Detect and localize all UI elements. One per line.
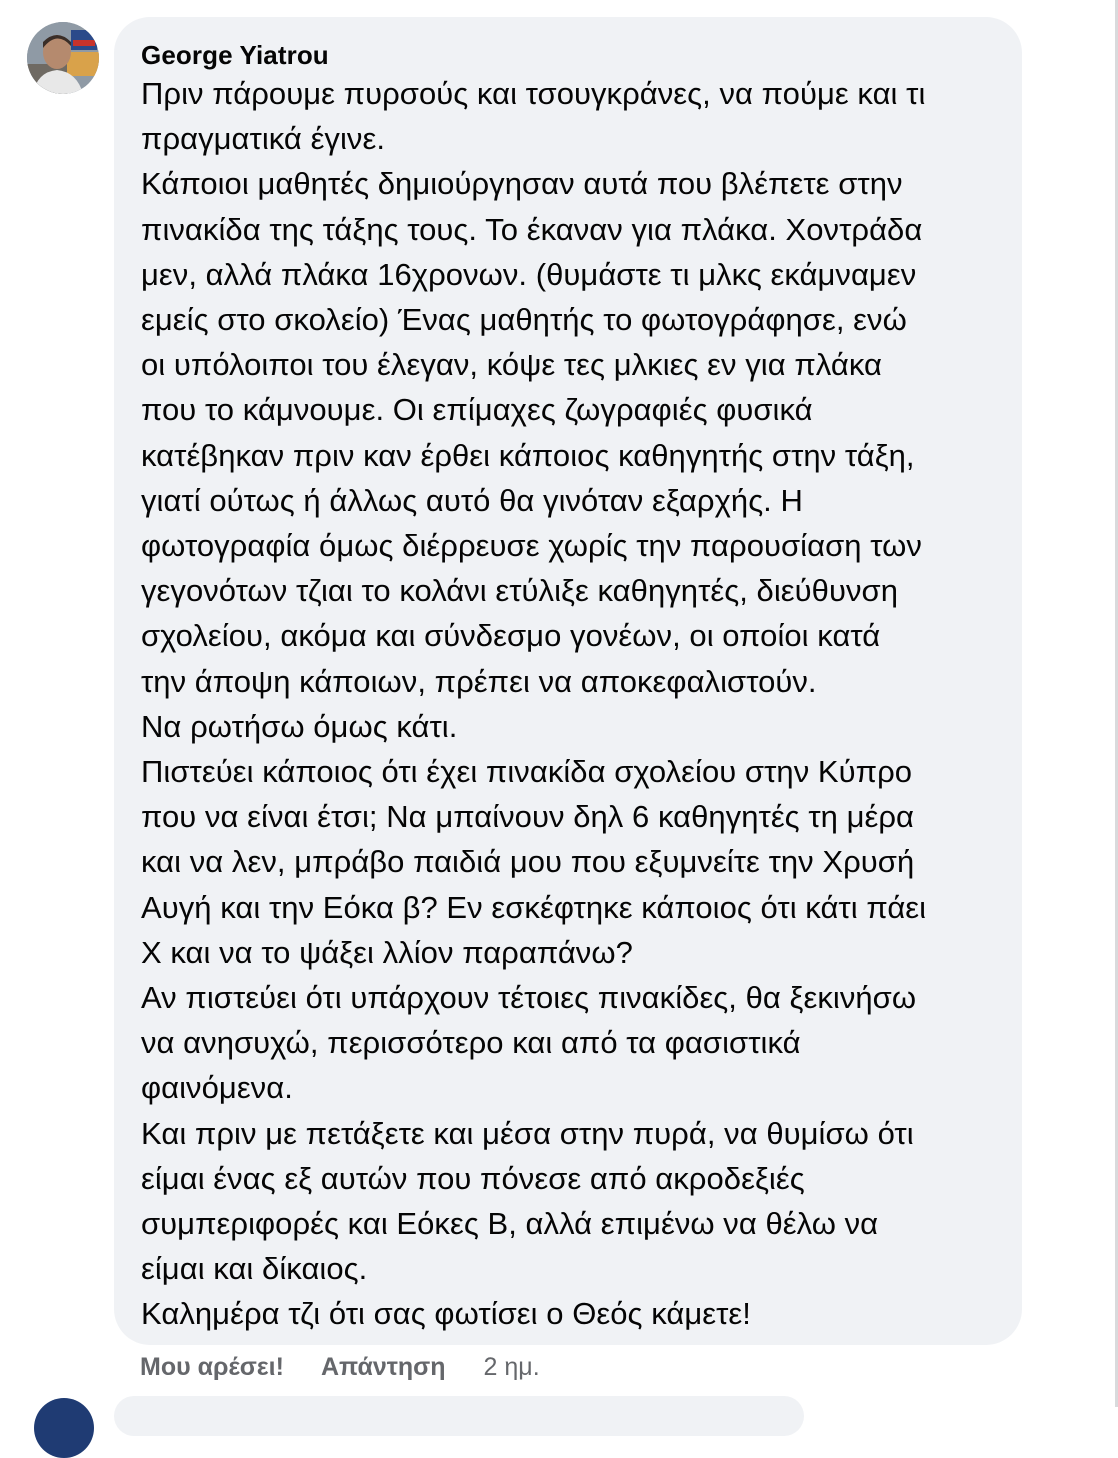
reply-button[interactable]: Απάντηση bbox=[320, 1352, 446, 1381]
comment-line: γιατί ούτως ή άλλως αυτό θα γινόταν εξαρχής. Η bbox=[141, 482, 803, 518]
comment-author[interactable]: George Yiatrou bbox=[141, 40, 329, 70]
comment-timestamp[interactable]: 2 ημ. bbox=[483, 1352, 540, 1381]
comment-line: φαινόμενα. bbox=[141, 1070, 293, 1106]
comment-bubble bbox=[114, 17, 1022, 1345]
like-button[interactable]: Μου αρέσει! bbox=[140, 1352, 284, 1381]
comment-line: Αν πιστεύει ότι υπάρχουν τέτοιες πινακίδες, θα ξεκινήσω bbox=[141, 980, 917, 1016]
comment-line: πραγματικά έγινε. bbox=[141, 121, 386, 157]
comment-line: Αυγή και την Εόκα β? Εν εσκέφτηκε κάποιος ότι κάτι πάει bbox=[141, 889, 927, 925]
comment-line: Πιστεύει κάποιος ότι έχει πινακίδα σχολείου στην Κύπρο bbox=[141, 754, 913, 790]
comment-line: Και πριν με πετάξετε και μέσα στην πυρά, να θυμίσω ότι bbox=[141, 1115, 914, 1151]
comment-line: σχολείου, ακόμα και σύνδεσμο γονέων, οι οποίοι κατά bbox=[141, 618, 881, 654]
comment-line: οι υπόλοιποι του έλεγαν, κόψε τες μλκιες εν για πλάκα bbox=[141, 347, 883, 383]
comment-line: που να είναι έτσι; Να μπαίνουν δηλ 6 καθηγητές τη μέρα bbox=[141, 799, 915, 835]
comment-line: Κάποιοι μαθητές δημιούργησαν αυτά που βλέπετε στην bbox=[141, 166, 903, 202]
next-comment-avatar[interactable] bbox=[34, 1398, 94, 1458]
comment-line: είμαι και δίκαιος. bbox=[141, 1251, 368, 1287]
comment-line: Πριν πάρουμε πυρσούς και τσουγκράνες, να πούμε και τι bbox=[141, 76, 926, 111]
comment-line: που το κάμνουμε. Οι επίμαχες ζωγραφιές φυσικά bbox=[141, 392, 813, 428]
comment-line: την άποψη κάποιων, πρέπει να αποκεφαλιστούν. bbox=[141, 663, 817, 699]
comment-line: είμαι ένας εξ αυτών που πόνεσε από ακροδεξιές bbox=[141, 1160, 805, 1196]
next-comment-bubble bbox=[114, 1396, 804, 1436]
comment-line: εμείς στο σκολείο) Ένας μαθητής το φωτογράφησε, ενώ bbox=[141, 302, 907, 338]
avatar-photo bbox=[27, 22, 99, 94]
comment-line: Καλημέρα τζι ότι σας φωτίσει ο Θεός κάμετε! bbox=[141, 1296, 751, 1332]
comment-text bbox=[141, 71, 996, 1337]
comment-line: να ανησυχώ, περισσότερο και από τα φασιστικά bbox=[141, 1025, 801, 1061]
comment-line: κατέβηκαν πριν καν έρθει κάποιος καθηγητής στην τάξη, bbox=[141, 437, 915, 473]
comment-line: γεγονότων τζιαι το κολάνι ετύλιξε καθηγητές, διεύθυνση bbox=[141, 573, 898, 609]
comment-actions bbox=[140, 1351, 540, 1383]
comment-line: μεν, αλλά πλάκα 16χρονων. (θυμάστε τι μλκς εκάμναμεν bbox=[141, 256, 917, 292]
comment-line: και να λεν, μπράβο παιδιά μου που εξυμνείτε την Χρυσή bbox=[141, 844, 915, 880]
comment-line: φωτογραφία όμως διέρρευσε χωρίς την παρουσίαση των bbox=[141, 528, 922, 564]
comment-line: Χ και να το ψάξει λλίον παραπάνω? bbox=[141, 934, 633, 970]
comment-line: Να ρωτήσω όμως κάτι. bbox=[141, 708, 458, 744]
comment-line: συμπεριφορές και Εόκες Β, αλλά επιμένω να θέλω να bbox=[141, 1206, 879, 1242]
avatar[interactable] bbox=[27, 22, 99, 94]
comment-line: πινακίδα της τάξης τους. Το έκαναν για πλάκα. Χοντράδα bbox=[141, 211, 923, 247]
